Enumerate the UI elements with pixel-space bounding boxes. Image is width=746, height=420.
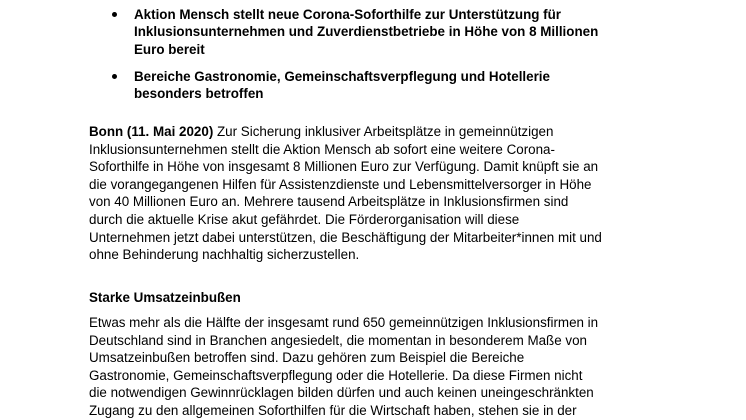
highlight-text: Bereiche Gastronomie, Gemeinschaftsverpflegung und Hotellerie besonders betroffen — [134, 68, 550, 102]
bullet-icon — [112, 74, 117, 79]
highlight-item — [112, 68, 632, 103]
highlight-list — [112, 6, 632, 102]
intro-paragraph — [89, 123, 649, 264]
dateline: Bonn (11. Mai 2020) — [89, 124, 214, 139]
bullet-icon — [112, 12, 117, 17]
highlight-item — [112, 6, 632, 58]
section-paragraph: Etwas mehr als die Hälfte der insgesamt rund 650 gemeinnützigen Inklusionsfirmen in Deutschland sind in Branchen angesiedelt, die momentan in besonderem Maße von Umsatzeinbußen betroffen sind. Dazu gehören zum Beispiel die Bereiche Gastronomie, Gemeinschaftsverpflegung oder die Hotellerie. Da diese Firmen nicht die notwendigen Gewinnrücklagen bilden dürfen und auch keinen uneingeschränkten Zugang zu den allgemeinen Soforthilfen für die Wirtschaft haben, stehen sie in der — [89, 315, 599, 418]
highlight-text: Aktion Mensch stellt neue Corona-Soforthilfe zur Unterstützung für Inklusionsunternehmen und Zuverdienstbetriebe in Höhe von 8 Millionen Euro bereit — [134, 7, 599, 57]
intro-body: Zur Sicherung inklusiver Arbeitsplätze in gemeinnützigen Inklusionsunternehmen stellt die Aktion Mensch ab sofort eine weitere Corona- Soforthilfe in Höhe von insgesamt 8 Millionen Euro zur Verfügung. Damit knüpft sie an die vorangegangenen Hilfen für Assistenzdienste und Lebensmittelversorger in Höhe von 40 Millionen Euro an. Mehrere tausend Arbeitsplätze in Inklusionsfirmen sind durch die aktuelle Krise akut gefährdet. Die Förderorganisation will diese Unternehmen jetzt dabei unterstützen, die Beschäftigung der Mitarbeiter*innen mit und ohne Behinderung nachhaltig sicherzustellen. — [89, 124, 602, 263]
section-heading: Starke Umsatzeinbußen — [89, 290, 241, 305]
